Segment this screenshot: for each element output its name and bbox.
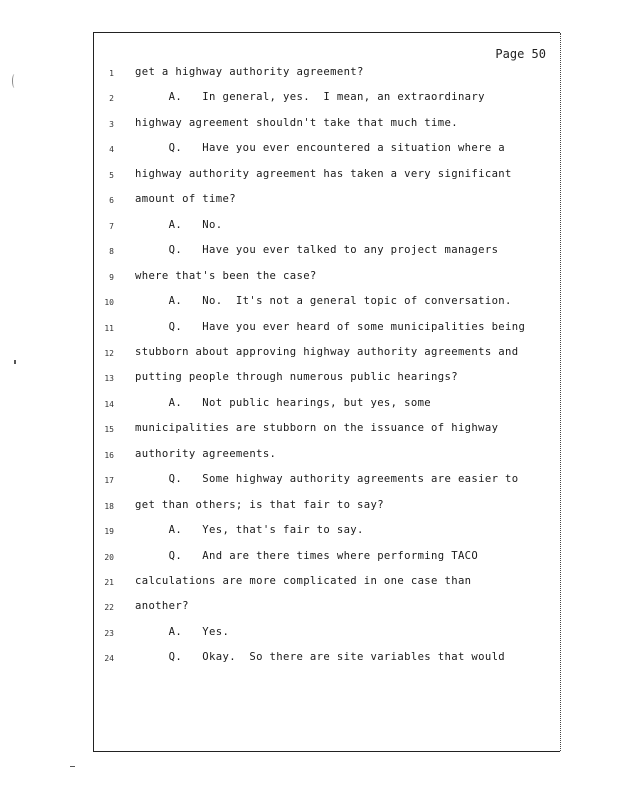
transcript-line <box>94 142 560 162</box>
transcript-line <box>94 193 560 213</box>
line-text: Q. And are there times where performing TACO <box>135 549 479 562</box>
line-text: A. No. <box>135 218 223 231</box>
line-number: 23 <box>104 628 114 638</box>
line-number: 18 <box>104 501 114 511</box>
line-text: calculations are more complicated in one case than <box>135 575 472 587</box>
transcript-line <box>94 346 560 366</box>
transcript-line <box>94 244 560 264</box>
line-text: highway agreement shouldn't take that much time. <box>135 116 458 129</box>
line-number: 9 <box>109 272 114 282</box>
line-number: 22 <box>104 603 114 613</box>
transcript-line <box>94 626 560 646</box>
transcript-line <box>94 499 560 519</box>
line-text: Q. Have you ever talked to any project managers <box>135 244 499 257</box>
transcript-line <box>94 575 560 595</box>
line-number: 13 <box>104 374 114 384</box>
page-number: Page 50 <box>495 47 546 61</box>
transcript-line <box>94 66 560 86</box>
transcript-line <box>94 473 560 493</box>
line-number: 7 <box>109 221 114 231</box>
transcript-line <box>94 117 560 137</box>
line-text: Q. Have you ever encountered a situation where a <box>135 142 506 155</box>
scan-artifact <box>12 74 17 88</box>
line-text: get a highway authority agreement? <box>135 66 364 78</box>
line-number: 8 <box>109 247 114 257</box>
transcript-line <box>94 550 560 570</box>
transcript-line <box>94 219 560 239</box>
line-number: 10 <box>104 298 114 308</box>
line-number: 15 <box>104 425 114 435</box>
transcript-line <box>94 524 560 544</box>
line-text: where that's been the case? <box>135 269 317 282</box>
line-text: Q. Okay. So there are site variables that would <box>135 651 506 664</box>
line-text: authority agreements. <box>135 447 277 460</box>
line-number: 4 <box>109 145 114 155</box>
transcript-line <box>94 91 560 111</box>
transcript-line <box>94 651 560 671</box>
transcript-line <box>94 397 560 417</box>
line-number: 2 <box>109 94 114 104</box>
transcript-line <box>94 295 560 315</box>
line-text: amount of time? <box>135 193 236 206</box>
scan-artifact <box>14 360 16 364</box>
line-number: 11 <box>104 323 114 333</box>
line-number: 5 <box>109 170 114 180</box>
line-number: 19 <box>104 527 114 537</box>
line-number: 3 <box>109 119 114 129</box>
line-text: A. Yes. <box>135 625 230 638</box>
transcript-line <box>94 321 560 341</box>
line-text: get than others; is that fair to say? <box>135 498 384 511</box>
line-text: putting people through numerous public hearings? <box>135 371 458 384</box>
transcript-line <box>94 600 560 620</box>
line-number: 16 <box>104 450 114 460</box>
transcript-line <box>94 270 560 290</box>
line-text: A. Not public hearings, but yes, some <box>135 396 432 409</box>
line-text: highway authority agreement has taken a very significant <box>135 167 512 180</box>
line-number: 21 <box>104 578 114 587</box>
line-text: municipalities are stubborn on the issuance of highway <box>135 422 499 435</box>
transcript-line <box>94 371 560 391</box>
transcript-page <box>93 32 560 752</box>
line-text: Q. Have you ever heard of some municipalities being <box>135 320 526 333</box>
line-number: 24 <box>104 654 114 664</box>
line-text: A. No. It's not a general topic of conversation. <box>135 295 512 308</box>
transcript-line <box>94 448 560 468</box>
line-number: 6 <box>109 196 114 206</box>
line-number: 1 <box>109 69 114 78</box>
line-number: 12 <box>104 348 114 358</box>
line-text: another? <box>135 600 189 613</box>
line-text: A. Yes, that's fair to say. <box>135 524 364 537</box>
scan-artifact <box>70 766 75 767</box>
line-number: 14 <box>104 399 114 409</box>
transcript-line <box>94 422 560 442</box>
line-number: 17 <box>104 476 114 486</box>
line-number: 20 <box>104 552 114 562</box>
line-text: Q. Some highway authority agreements are easier to <box>135 473 519 486</box>
line-text: A. In general, yes. I mean, an extraordinary <box>135 91 485 104</box>
line-text: stubborn about approving highway authority agreements and <box>135 345 519 358</box>
transcript-line <box>94 168 560 188</box>
